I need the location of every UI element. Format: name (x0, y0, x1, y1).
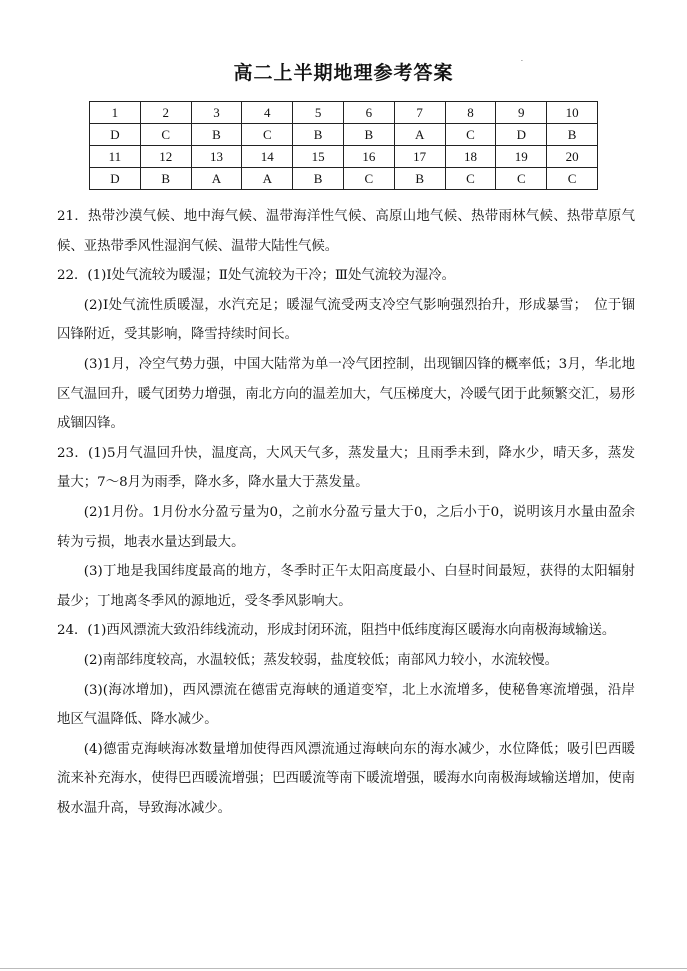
page-bottom-rule (0, 968, 687, 969)
table-row (90, 168, 598, 190)
answer-22-2: (2)Ⅰ处气流性质暖湿，水汽充足；暖湿气流受两支冷空气影响强烈抬升，形成暴雪； 位于锢囚锋附近，受其影响，降雪持续时间长。 (57, 297, 635, 343)
answer-table (89, 101, 598, 190)
table-cell: 6 (343, 102, 394, 124)
table-row (90, 102, 598, 124)
answer-21: 21．热带沙漠气候、地中海气候、温带海洋性气候、高原山地气候、热带雨林气候、热带草原气候、亚热带季风性湿润气候、温带大陆性气候。 (57, 209, 635, 254)
table-cell: 20 (547, 146, 598, 168)
top-mark: · (521, 58, 523, 65)
table-cell: 7 (394, 102, 445, 124)
table-cell: 2 (140, 102, 191, 124)
answer-23-3: (3)丁地是我国纬度最高的地方，冬季时正午太阳高度最小、白昼时间最短，获得的太阳辐射最少；丁地离冬季风的源地近，受冬季风影响大。 (57, 564, 635, 609)
table-cell: 18 (445, 146, 496, 168)
table-cell: B (293, 168, 344, 190)
table-cell: 1 (90, 102, 141, 124)
answer-22-1: 22．(1)Ⅰ处气流较为暖湿；Ⅱ处气流较为干冷；Ⅲ处气流较为湿冷。 (57, 268, 456, 284)
table-cell: 9 (496, 102, 547, 124)
table-cell: 14 (242, 146, 293, 168)
answer-23-2: (2)1月份。1月份水分盈亏量为0，之前水分盈亏量大于0，之后小于0，说明该月水量由盈余转为亏损，地表水量达到最大。 (57, 504, 635, 550)
table-cell: C (547, 168, 598, 190)
table-cell: 12 (140, 146, 191, 168)
answer-24-3: (3)(海冰增加)，西风漂流在德雷克海峡的通道变窄，北上水流增多，使秘鲁寒流增强，沿岸地区气温降低、降水减少。 (57, 682, 635, 728)
table-cell: D (90, 124, 141, 146)
table-cell: B (191, 124, 242, 146)
table-cell: A (242, 168, 293, 190)
answer-24-2: (2)南部纬度较高，水温较低；蒸发较弱，盐度较低；南部风力较小，水流较慢。 (83, 652, 559, 668)
table-cell: 5 (293, 102, 344, 124)
answer-24-1: 24．(1)西风漂流大致沿纬线流动，形成封闭环流，阻挡中低纬度海区暖海水向南极海域输送。 (57, 623, 616, 639)
table-cell: B (547, 124, 598, 146)
table-cell: 4 (242, 102, 293, 124)
table-row (90, 124, 598, 146)
table-cell: 10 (547, 102, 598, 124)
answer-22-3: (3)1月，冷空气势力强，中国大陆常为单一冷气团控制，出现锢囚锋的概率低；3月，华北地区气温回升，暖气团势力增强，南北方向的温差加大，气压梯度大，冷暖气团于此频繁交汇，易形成锢囚锋。 (57, 356, 635, 432)
table-cell: B (140, 168, 191, 190)
table-cell: D (496, 124, 547, 146)
table-cell: A (394, 124, 445, 146)
table-cell: B (343, 124, 394, 146)
table-cell: C (445, 124, 496, 146)
table-row (90, 146, 598, 168)
answer-23-1: 23．(1)5月气温回升快，温度高，大风天气多，蒸发量大；且雨季未到，降水少，晴天多，蒸发量大；7～8月为雨季，降水多，降水量大于蒸发量。 (57, 445, 635, 491)
table-cell: 17 (394, 146, 445, 168)
table-cell: D (90, 168, 141, 190)
answer-text (57, 202, 635, 823)
table-cell: 16 (343, 146, 394, 168)
table-cell: B (293, 124, 344, 146)
table-cell: 11 (90, 146, 141, 168)
table-cell: A (191, 168, 242, 190)
table-cell: 19 (496, 146, 547, 168)
page-title: 高二上半期地理参考答案 (233, 62, 454, 84)
table-cell: C (343, 168, 394, 190)
answer-24-4: (4)德雷克海峡海冰数量增加使得西风漂流通过海峡向东的海水减少，水位降低；吸引巴西暖流来补充海水，使得巴西暖流增强；巴西暖流等南下暖流增强，暖海水向南极海域输送增加，使南极水温升高，导致海冰减少。 (57, 741, 635, 816)
table-cell: C (496, 168, 547, 190)
table-cell: 3 (191, 102, 242, 124)
table-cell: B (394, 168, 445, 190)
table-cell: 15 (293, 146, 344, 168)
table-cell: 13 (191, 146, 242, 168)
table-cell: 8 (445, 102, 496, 124)
table-cell: C (140, 124, 191, 146)
table-cell: C (445, 168, 496, 190)
table-cell: C (242, 124, 293, 146)
